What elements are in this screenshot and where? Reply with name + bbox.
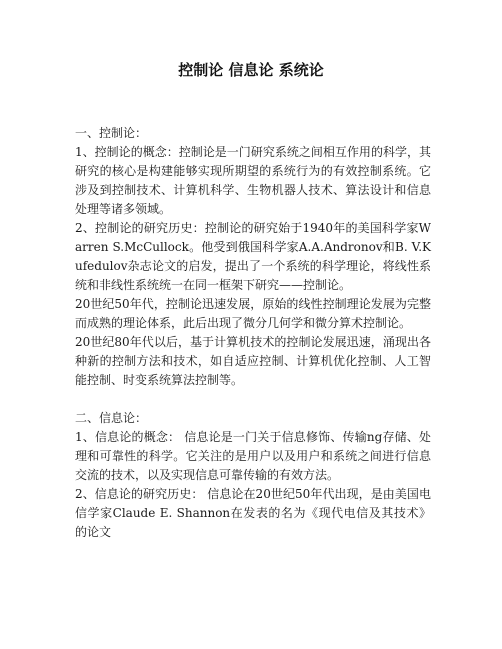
document-title: 控制论 信息论 系统论: [178, 61, 324, 79]
paragraph: 2、信息论的研究历史： 信息论在20世纪50年代出现，是由美国电信学家Claude E. Shannon在发表的名为《现代电信及其技术》的论文: [75, 487, 431, 539]
section-spacer: [75, 390, 431, 409]
section-heading: 一、控制论：: [75, 126, 148, 140]
document-body: [75, 124, 431, 542]
paragraph: 1、信息论的概念： 信息论是一门关于信息修饰、传输ng存储、处理和可靠性的科学。它关注的是用户以及用户和系统之间进行信息交流的技术，以及实现信息可靠传输的有效方法。: [75, 430, 431, 482]
paragraph: 20世纪50年代，控制论迅速发展，原始的线性控制理论发展为完整而成熟的理论体系，此后出现了微分几何学和微分算术控制论。: [75, 297, 431, 330]
paragraph: 2、控制论的研究历史：控制论的研究始于1940年的美国科学家Warren S.McCullock。他受到俄国科学家A.A.Andronov和B. V.Kufedulov杂志论文的启发，提出了一个系统的科学理论，将线性系统和非线性系统统一在同一框架下研究——控制论。: [75, 221, 431, 292]
section-control-theory: [75, 124, 431, 390]
paragraph: 20世纪80年代以后，基于计算机技术的控制论发展迅速，涌现出各种新的控制方法和技术，如自适应控制、计算机优化控制、人工智能控制、时变系统算法控制等。: [75, 335, 431, 387]
paragraph: 1、控制论的概念：控制论是一门研究系统之间相互作用的科学，其研究的核心是构建能够实现所期望的系统行为的有效控制系统。它涉及到控制技术、计算机科学、生物机器人技术、算法设计和信息处理等诸多领域。: [75, 145, 431, 216]
section-information-theory: [75, 409, 431, 542]
section-heading: 二、信息论：: [75, 411, 148, 425]
